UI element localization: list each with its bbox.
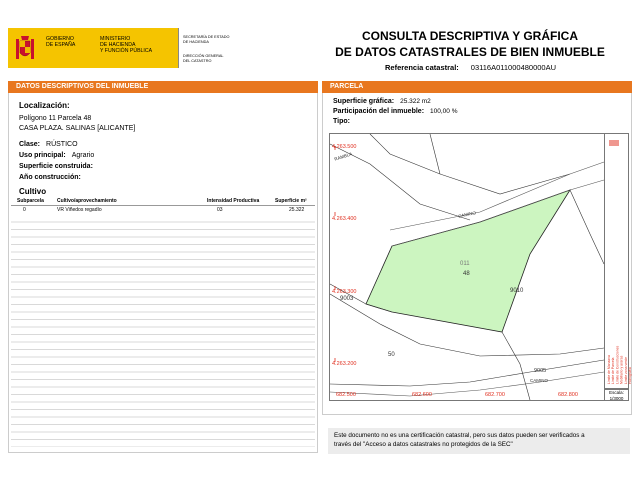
label-camino-2: CAMINO xyxy=(530,378,548,383)
coord-y-4: 4.263.200 xyxy=(332,361,357,367)
empty-table-lines xyxy=(11,215,315,447)
cadastral-map xyxy=(329,133,605,401)
col-crop: Cultivo/aprovechamiento xyxy=(57,198,117,204)
government-name: GOBIERNO DE ESPAÑA xyxy=(46,36,76,48)
class-row: Clase: RÚSTICO xyxy=(19,141,78,148)
location-title: Localización: xyxy=(19,101,70,110)
descriptive-panel xyxy=(8,93,318,453)
section-bar-parcel: PARCELA xyxy=(322,81,632,93)
government-logo xyxy=(8,28,178,68)
graphic-area-row: Superficie gráfica: 25.322 m2 xyxy=(333,98,431,105)
coat-of-arms-icon xyxy=(14,33,36,63)
col-area: Superficie m² xyxy=(275,198,307,204)
parcel-panel xyxy=(322,93,632,415)
label-9005: 9005 xyxy=(534,368,547,374)
crop-table xyxy=(11,197,315,214)
ref-label: Referencia catastral: xyxy=(385,63,459,72)
col-subparcel: Subparcela xyxy=(17,198,44,204)
coord-y-3: 4.263.300 xyxy=(332,289,357,295)
cadastral-reference xyxy=(385,63,556,72)
coord-y-2: 4.263.400 xyxy=(332,216,357,222)
built-area-row: Superficie construida: xyxy=(19,163,93,170)
use-row: Uso principal: Agrario xyxy=(19,152,95,159)
table-row: 0 VR Viñedos regadío 03 25.322 xyxy=(23,207,305,213)
map-legend-strip xyxy=(605,133,633,389)
map-drawing xyxy=(330,134,604,400)
location-line-1: Polígono 11 Parcela 48 xyxy=(19,115,92,122)
secretariat-block xyxy=(178,28,248,68)
label-camino-1: CAMINO xyxy=(457,210,477,219)
map-scale: Escala: 1/3000 xyxy=(605,389,629,401)
year-row: Año construcción: xyxy=(19,174,81,181)
coord-x-1: 682.500 xyxy=(336,392,356,398)
disclaimer-note: Este documento no es una certificación catastral, pero sus datos pueden ser verificados a través del "Acceso a datos catastrales no protegidos de la SEC" xyxy=(328,428,630,454)
type-row: Tipo: xyxy=(333,118,350,125)
ref-value: 03116A011000480000AU xyxy=(470,63,557,72)
coord-y-1: 4.263.500 xyxy=(332,144,357,150)
label-parcel-num: 48 xyxy=(463,271,470,277)
label-parcel-sub: 011 xyxy=(460,261,470,267)
directorate-name: DIRECCIÓN GENERAL DEL CATASTRO xyxy=(183,54,224,63)
col-intensity: Intensidad Productiva xyxy=(207,198,260,204)
legend-vertical-text: Límite de Manzana Límite de Parcela Límite de Construcciones Mobiliario y aceras Límite zona verde Hidrografía xyxy=(607,345,633,384)
ministry-name: MINISTERIO DE HACIENDA Y FUNCIÓN PÚBLICA xyxy=(100,36,153,54)
document-title: CONSULTA DESCRIPTIVA Y GRÁFICA DE DATOS CATASTRALES DE BIEN INMUEBLE xyxy=(335,29,605,59)
table-header xyxy=(11,197,315,206)
coord-x-2: 682.600 xyxy=(412,392,432,398)
participation-row: Participación del inmueble: 100,00 % xyxy=(333,108,458,115)
label-9010: 9010 xyxy=(510,288,524,294)
label-rambla: RAMBLA xyxy=(333,151,353,162)
secretariat-name: SECRETARÍA DE ESTADO DE HACIENDA xyxy=(183,35,230,44)
label-9003: 9003 xyxy=(340,296,354,302)
label-50: 50 xyxy=(388,352,395,358)
coord-x-4: 682.800 xyxy=(558,392,578,398)
section-bar-descriptive: DATOS DESCRIPTIVOS DEL INMUEBLE xyxy=(8,81,318,93)
logo-mark xyxy=(609,140,619,146)
coord-x-3: 682.700 xyxy=(485,392,505,398)
crop-title: Cultivo xyxy=(19,187,47,196)
location-line-2: CASA PLAZA. SALINAS [ALICANTE] xyxy=(19,125,136,132)
